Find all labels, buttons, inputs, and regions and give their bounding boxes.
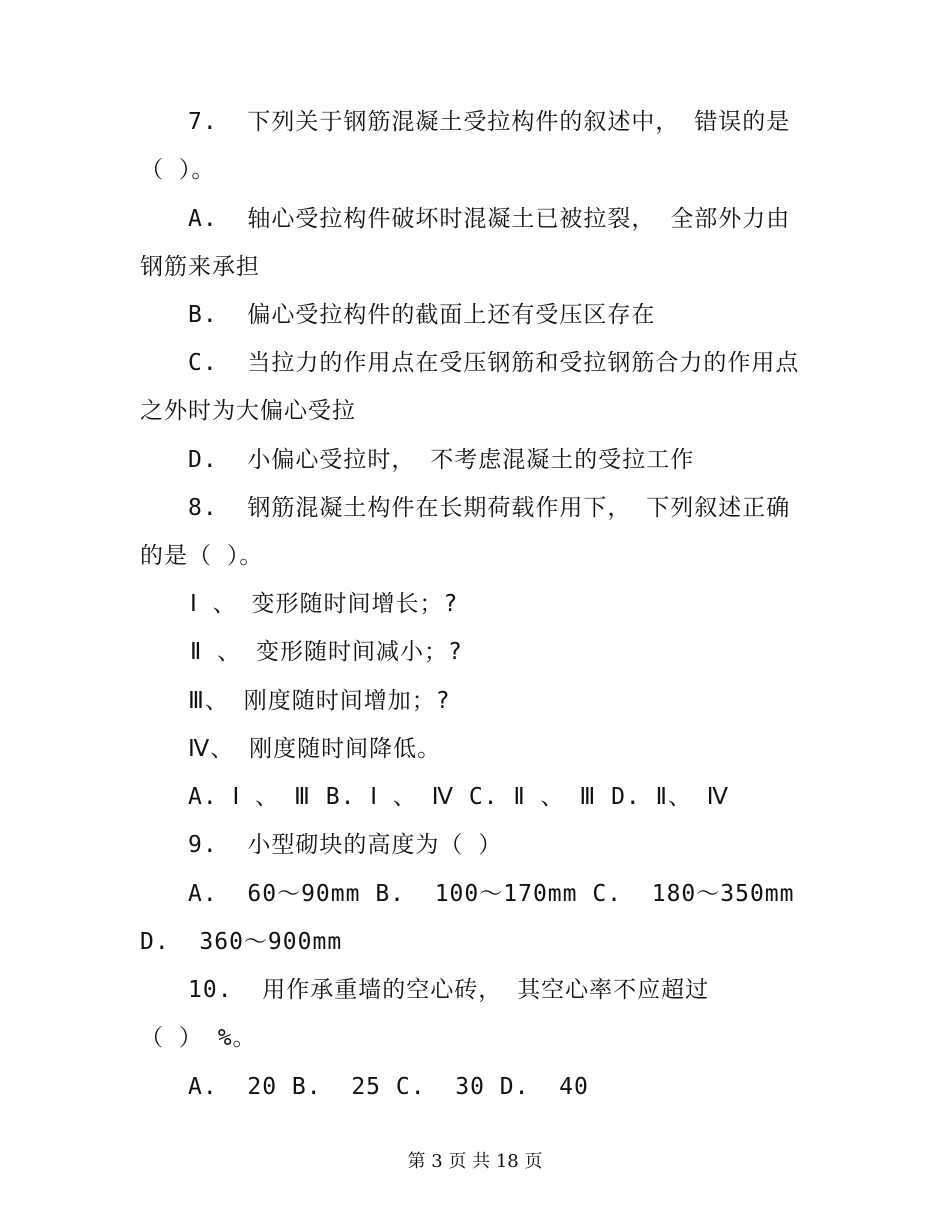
question-8-stem: 8. 钢筋混凝土构件在长期荷载作用下， 下列叙述正确 [188,495,791,521]
question-7-option-d: D. 小偏心受拉时， 不考虑混凝土的受拉工作 [188,447,695,473]
question-9-options-continued: D. 360～900mm [140,929,343,955]
question-8-stem-continued: 的是（ ）。 [140,543,264,569]
question-7-option-b: B. 偏心受拉构件的截面上还有受压区存在 [188,302,656,328]
question-9-stem: 9. 小型砌块的高度为（ ） [188,832,503,858]
question-7-option-a-continued: 钢筋来承担 [140,254,260,280]
question-7-option-a: A. 轴心受拉构件破坏时混凝土已被拉裂， 全部外力由 [188,206,791,232]
question-8-options: A. Ⅰ 、 Ⅲ B. Ⅰ 、 Ⅳ C. Ⅱ 、 Ⅲ D. Ⅱ、 Ⅳ [188,784,730,810]
question-10-options: A. 20 B. 25 C. 30 D. 40 [188,1074,589,1100]
question-7-option-c: C. 当拉力的作用点在受压钢筋和受拉钢筋合力的作用点 [188,350,800,376]
question-7-stem: 7. 下列关于钢筋混凝土受拉构件的叙述中， 错误的是 [188,109,791,135]
question-8-item-1: Ⅰ 、 变形随时间增长；? [190,591,459,617]
question-8-item-4: Ⅳ、 刚度随时间降低。 [188,736,442,762]
question-7-option-c-continued: 之外时为大偏心受拉 [140,398,356,424]
question-8-item-2: Ⅱ 、 变形随时间减小；? [190,639,463,665]
question-9-options: A. 60～90mm B. 100～170mm C. 180～350mm [188,881,795,907]
question-7-stem-continued: （ ）。 [140,157,216,183]
page-footer: 第 3 页 共 18 页 [407,1151,543,1172]
question-10-stem-continued: （ ） %。 [140,1025,257,1051]
question-10-stem: 10. 用作承重墙的空心砖， 其空心率不应超过 [188,977,710,1003]
question-8-item-3: Ⅲ、 刚度随时间增加；? [188,688,451,714]
